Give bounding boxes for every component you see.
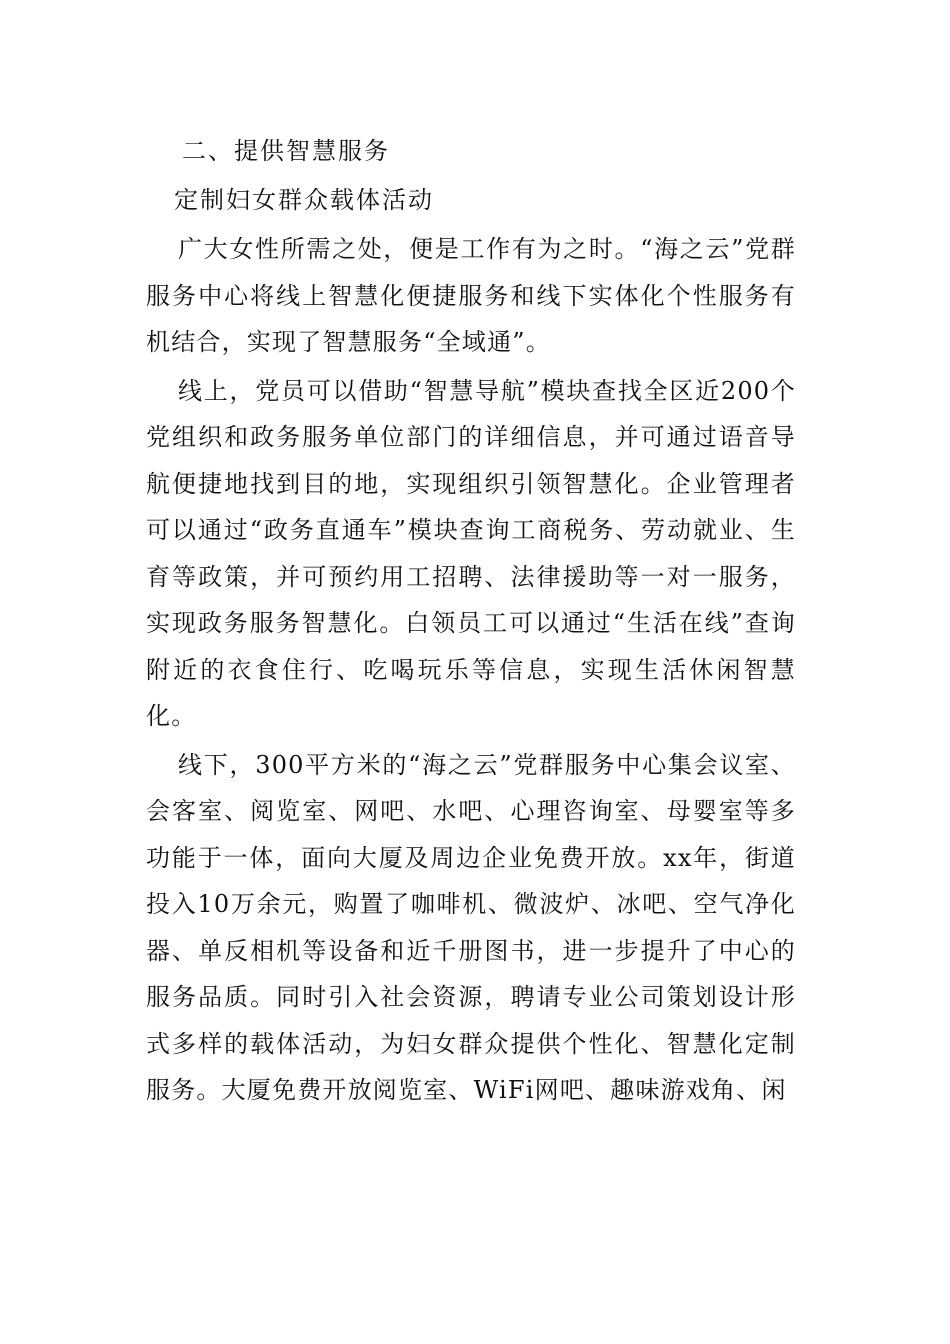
section-subheading: 定制妇女群众载体活动: [174, 186, 434, 214]
paragraph-intro: 广大女性所需之处，便是工作有为之时。“海之云”党群服务中心将线上智慧化便捷服务和线下实体化个性服务有机结合，实现了智慧服务“全域通”。: [146, 235, 796, 356]
document-body: [146, 128, 796, 1116]
section-heading: 二、提供智慧服务: [182, 137, 390, 165]
paragraph-online: 线上，党员可以借助“智慧导航”模块查找全区近200个党组织和政务服务单位部门的详细信息，并可通过语音导航便捷地找到目的地，实现组织引领智慧化。企业管理者可以通过“政务直通车”模块查询工商税务、劳动就业、生育等政策，并可预约用工招聘、法律援助等一对一服务，实现政务服务智慧化。白领员工可以通过“生活在线”查询附近的衣食住行、吃喝玩乐等信息，实现生活休闲智慧化。: [146, 376, 796, 730]
paragraph-offline: 线下，300平方米的“海之云”党群服务中心集会议室、会客室、阅览室、网吧、水吧、心理咨询室、母婴室等多功能于一体，面向大厦及周边企业免费开放。xx年，街道投入10万余元，购置了咖啡机、微波炉、冰吧、空气净化器、单反相机等设备和近千册图书，进一步提升了中心的服务品质。同时引入社会资源，聘请专业公司策划设计形式多样的载体活动，为妇女群众提供个性化、智慧化定制服务。大厦免费开放阅览室、WiFi网吧、趣味游戏角、闲: [146, 750, 796, 1104]
